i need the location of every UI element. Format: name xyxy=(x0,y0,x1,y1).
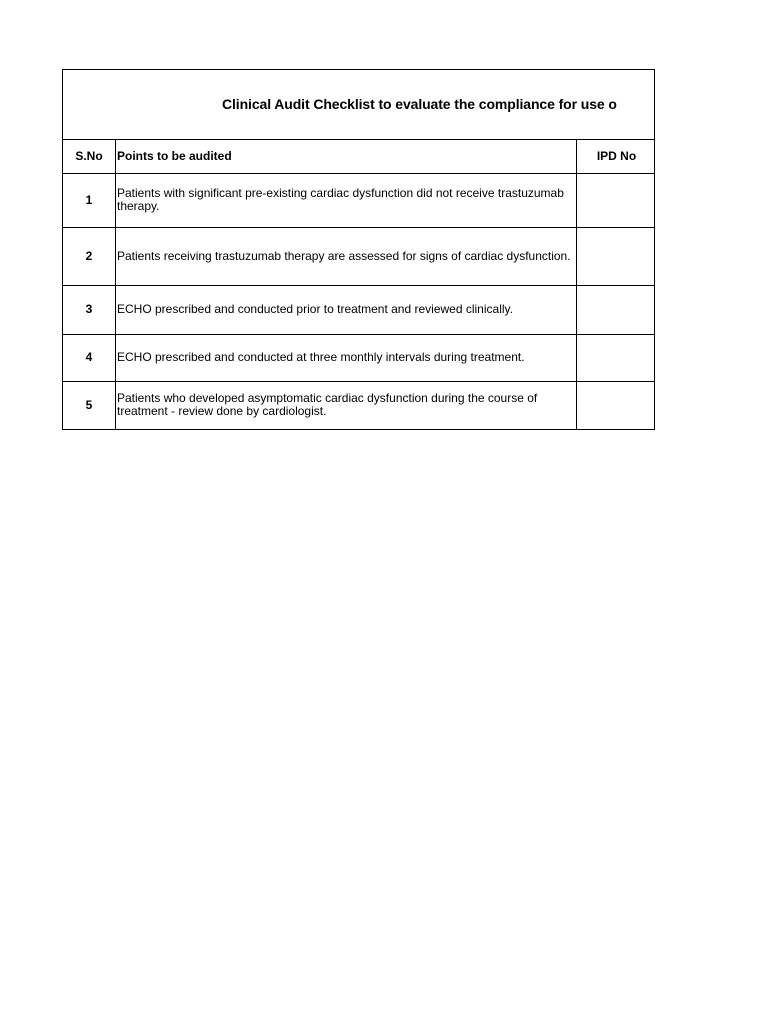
row-sno: 1 xyxy=(63,173,116,227)
row-ipd-cell[interactable] xyxy=(577,173,656,227)
row-sno: 2 xyxy=(63,227,116,285)
table-header-row xyxy=(63,140,655,173)
header-points: Points to be audited xyxy=(116,140,577,173)
row-ipd-cell[interactable] xyxy=(577,381,656,429)
row-point: Patients with significant pre-existing cardiac dysfunction did not receive trastuzumab therapy. xyxy=(116,173,577,227)
row-sno: 4 xyxy=(63,334,116,381)
row-ipd-cell[interactable] xyxy=(577,227,656,285)
audit-table xyxy=(63,140,655,429)
table-row xyxy=(63,173,655,227)
title-row xyxy=(63,70,655,140)
table-row xyxy=(63,334,655,381)
row-ipd-cell[interactable] xyxy=(577,334,656,381)
row-sno: 3 xyxy=(63,285,116,334)
row-point: ECHO prescribed and conducted at three monthly intervals during treatment. xyxy=(116,334,577,381)
table-row xyxy=(63,227,655,285)
row-ipd-cell[interactable] xyxy=(577,285,656,334)
row-point: Patients who developed asymptomatic cardiac dysfunction during the course of treatment - review done by cardiologist. xyxy=(116,381,577,429)
table-row xyxy=(63,285,655,334)
row-point: ECHO prescribed and conducted prior to treatment and reviewed clinically. xyxy=(116,285,577,334)
row-point: Patients receiving trastuzumab therapy are assessed for signs of cardiac dysfunction. xyxy=(116,227,577,285)
audit-checklist-sheet xyxy=(62,69,655,430)
header-ipd-no: IPD No xyxy=(577,140,656,173)
document-title: Clinical Audit Checklist to evaluate the compliance for use o xyxy=(222,96,617,112)
table-row xyxy=(63,381,655,429)
header-sno: S.No xyxy=(63,140,116,173)
row-sno: 5 xyxy=(63,381,116,429)
